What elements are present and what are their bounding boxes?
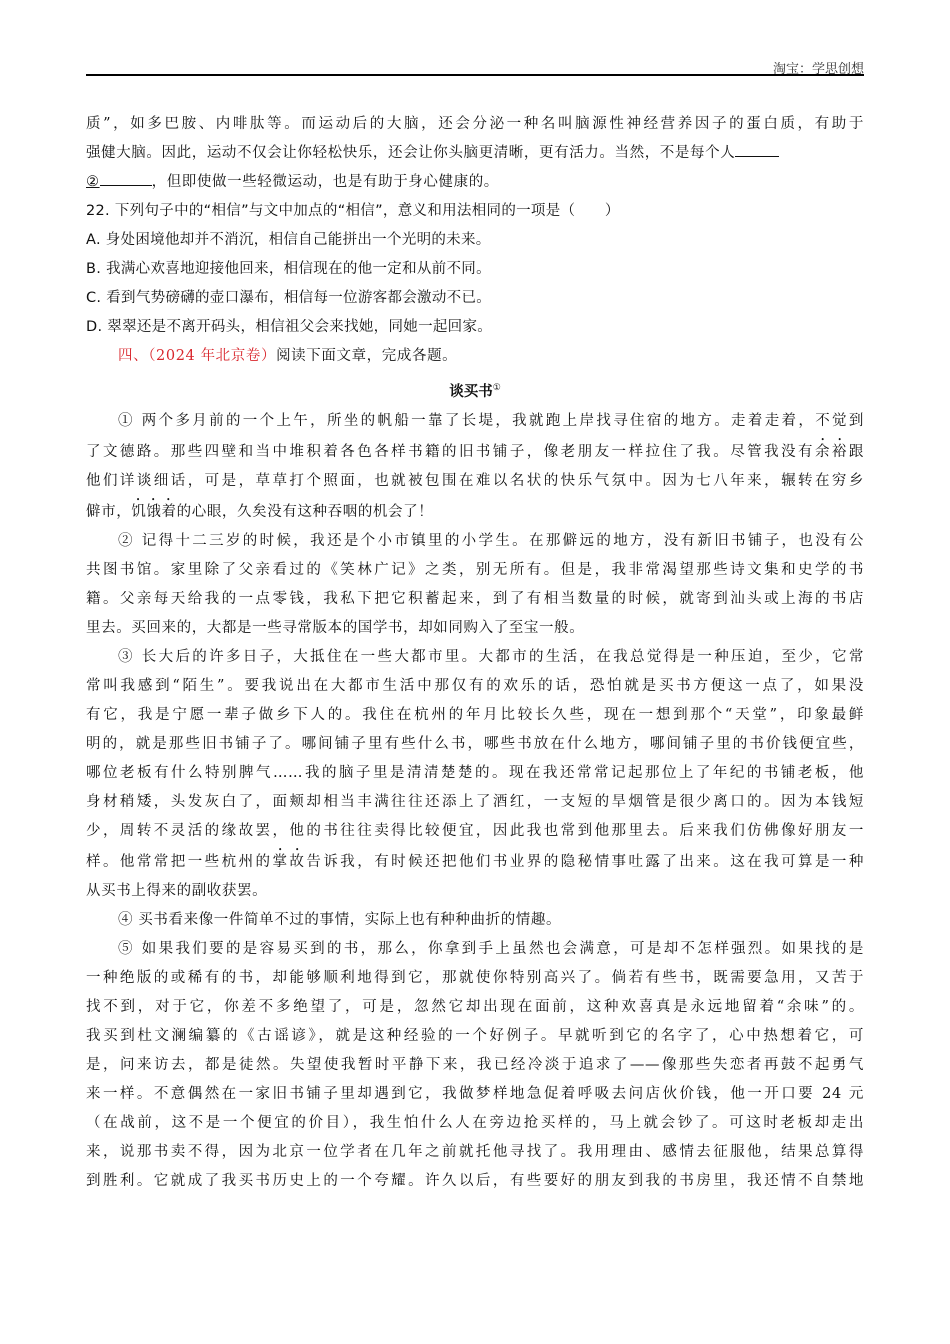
paragraph-line-text: 跟 [848, 443, 865, 460]
paragraph-line: 他们详谈细话，可是，草草打个照面，也就被包围在难以名状的快乐气氛中。因为七八年来，辗转在穷乡 [86, 472, 864, 489]
page-content [86, 110, 864, 1196]
answer-blank-2 [100, 169, 152, 186]
paragraph-line: 我买到杜文澜编纂的《古谣谚》，就是这种经验的一个好例子。早就听到它的名字了，心中热想着它，可 [86, 1027, 864, 1044]
option-b: B. 我满心欢喜地迎接他回来，相信现在的他一定和从前不同。 [86, 261, 491, 277]
paragraph-line: 来一样。不意偶然在一家旧书铺子里却遇到它，我做梦样地急促着呼吸去问店伙价钱，他一开口要 24 元 [86, 1085, 864, 1102]
paragraph-line: 共图书馆。家里除了父亲看过的《笑林广记》之类，别无所有。但是，我非常渴望那些诗文集和史学的书 [86, 561, 864, 578]
paragraph-line [86, 496, 864, 527]
paragraph-line: 一种绝版的或稀有的书，却能够顺利地得到它，那就使你特别高兴了。倘若有些书，既需要急用，又苦于 [86, 969, 864, 986]
question-stem: 22. 下列句子中的“相信”与文中加点的“相信”，意义和用法相同的一项是（ ） [86, 203, 620, 219]
paragraph-line [86, 846, 864, 877]
question-22 [86, 197, 864, 342]
paragraph-4: ④ 买书看来像一件简单不过的事情，实际上也有种种曲折的情趣。 [118, 911, 562, 928]
paragraph-line-text: 了文德路。那些四壁和当中堆积着各色各样书籍的旧书铺子，像老朋友一样拉住了我。尽管我没有 [86, 443, 815, 460]
section-heading [86, 342, 864, 371]
option-d: D. 翠翠还是不离开码头，相信祖父会来找她，同她一起回家。 [86, 319, 493, 335]
section-number: 四、 [118, 348, 149, 364]
paragraph-line: ① 两个多月前的一个上午，所坐的帆船一靠了长堤，我就跑上岸找寻住宿的地方。走着走着，不觉到 [118, 412, 864, 429]
paragraph-line: 是，问来访去，都是徒然。失望使我暂时平静下来，我已经冷淡于追求了——像那些失恋者再鼓不起勇气 [86, 1056, 864, 1073]
paragraph-2 [86, 527, 864, 643]
paragraph-line-text: 样。他常常把一些杭州的 [86, 853, 273, 870]
paragraph-line: 有它，我是宁愿一辈子做乡下人的。我住在杭州的年月比较长久些，现在一想到那个“天堂”，印象最鲜 [86, 706, 864, 723]
answer-blank-1 [735, 140, 779, 157]
passage-line: 质”，如多巴胺、内啡肽等。而运动后的大脑，还会分泌一种名叫脑源性神经营养因子的蛋白质，有助于 [86, 116, 864, 132]
paragraph-line: 到胜利。它就成了我买书历史上的一个夸耀。许久以后，有些要好的朋友到我的书房里，我还情不自禁地 [86, 1172, 864, 1189]
paragraph-line: 从买书上得来的副收获罢。 [86, 882, 268, 899]
paragraph-line: ② 记得十二三岁的时候，我还是个小市镇里的小学生。在那僻远的地方，没有新旧书铺子，也没有公 [118, 532, 864, 549]
paragraph-line: 哪位老板有什么特别脾气……我的脑子里是清清楚楚的。现在我还常常记起那位上了年纪的书铺老板，他 [86, 764, 864, 781]
passage-line-text: ，但即使做一些轻微运动，也是有助于身心健康的。 [151, 174, 499, 190]
paragraph-line: 找不到，对于它，你差不多绝望了，可是，忽然它却出现在面前，这种欢喜真是永远地留着“余味”的。 [86, 998, 864, 1015]
passage-line [86, 139, 864, 168]
paragraph-line: 身材稍矮，头发灰白了，面颊却相当丰满往往还添上了酒红，一支短的旱烟管是很少离口的。因为本钱短 [86, 793, 864, 810]
paragraph-line: ⑤ 如果我们要的是容易买到的书，那么，你拿到手上虽然也会满意，可是却不怎样强烈。如果找的是 [118, 940, 864, 957]
paragraph-line-text: 的心眼，久矣没有这种吞咽的机会了！ [176, 503, 434, 520]
article-title [86, 373, 864, 407]
header-divider [86, 74, 864, 76]
emphasis-dotted-word: 掌故 [272, 853, 307, 870]
article-title-note: ① [492, 383, 501, 393]
paragraph-line: 籍。父亲每天给我的一点零钱，我私下把它积蓄起来，到了有相当数量的时候，就寄到汕头或上海的书店 [86, 590, 864, 607]
paragraph-line: （在战前，这不是一个便宜的价目），我生怕什么人在旁边抢买样的，马上就会钞了。可这时老板却走出 [86, 1114, 864, 1131]
option-a: A. 身处困境他却并不消沉，相信自己能拼出一个光明的未来。 [86, 232, 491, 248]
paragraph-line: ③ 长大后的许多日子，大抵住在一些大都市里。大都市的生活，在我总觉得是一种压迫，至少，它常 [118, 648, 864, 665]
blank-number: ② [86, 174, 100, 190]
header-brand: 淘宝：学思创想 [772, 62, 864, 77]
paragraph-line: 少，周转不灵活的缘故罢，他的书往往卖得比较便宜，因此我也常到他那里去。后来我们仿佛像好朋友一 [86, 822, 864, 839]
section-instruction: 阅读下面文章，完成各题。 [276, 348, 458, 364]
paragraph-line: 明的，就是那些旧书铺子了。哪间铺子里有些什么书，哪些书放在什么地方，哪间铺子里的书价钱便宜些， [86, 735, 864, 752]
passage-line [86, 168, 864, 197]
paragraph-line-text: 告诉我，有时候还把他们书业界的隐秘情事吐露了出来。这在我可算是一种 [306, 853, 864, 870]
passage-line-text: 强健大脑。因此，运动不仅会让你轻松快乐，还会让你头脑更清晰，更有活力。当然，不是每个人 [86, 145, 736, 161]
previous-passage-tail [86, 110, 864, 197]
option-c: C. 看到气势磅礴的壶口瀑布，相信每一位游客都会激动不已。 [86, 290, 492, 306]
paragraph-line: 来，说那书卖不得，因为北京一位学者在几年之前就托他寻找了。我用理由、感情去征服他，结果总算得 [86, 1143, 864, 1160]
paragraph-3 [86, 643, 864, 906]
paragraph-1 [86, 407, 864, 527]
paragraph-line-text: 僻市， [86, 503, 132, 520]
emphasis-dotted-word: 饥饿着 [131, 503, 177, 520]
paragraph-line [86, 436, 864, 467]
emphasis-dotted-word: 余裕 [814, 443, 849, 460]
paragraph-line: 里去。买回来的，大都是一些寻常版本的国学书，却如同购入了至宝一般。 [86, 619, 585, 636]
section-source: （2024 年北京卷） [148, 348, 277, 364]
paragraph-5 [86, 935, 864, 1196]
paragraph-line: 常叫我感到“陌生”。要我说出在大都市生活中那仅有的欢乐的话，恐怕就是买书方便这一点了，如果没 [86, 677, 864, 694]
article-title-text: 谈买书 [449, 382, 493, 400]
